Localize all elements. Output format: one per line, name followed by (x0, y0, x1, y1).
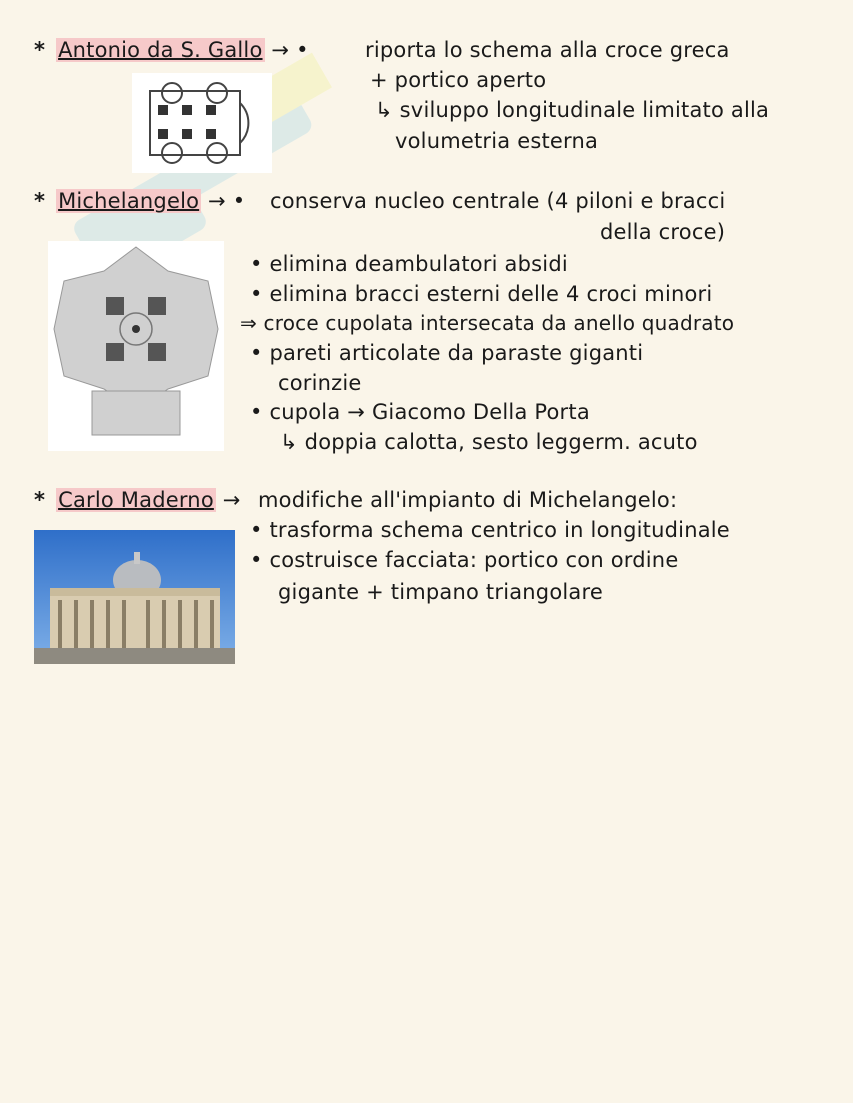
section-3-line-2: • trasforma schema centrico in longitudinale (250, 518, 730, 542)
sangallo-plan-image (132, 73, 272, 173)
st-peters-facade-photo (34, 530, 235, 664)
section-1-title: Antonio da S. Gallo (58, 38, 263, 62)
section-2-line-8: • cupola → Giacomo Della Porta (250, 400, 590, 424)
section-2-line-2: della croce) (600, 220, 726, 244)
section-2-line-3: • elimina deambulatori absidi (250, 252, 568, 276)
section-3-line-1: modifiche all'impianto di Michelangelo: (258, 488, 678, 512)
section-1-arrow: → • (271, 38, 309, 62)
section-1-heading (34, 38, 309, 62)
section-3-title: Carlo Maderno (58, 488, 214, 512)
section-3-arrow: → (222, 488, 241, 512)
section-1-line-3: ↳ sviluppo longitudinale limitato alla (375, 98, 770, 122)
section-2-heading (34, 189, 245, 213)
section-2-arrow: → • (208, 189, 246, 213)
section-1-line-1: riporta lo schema alla croce greca (365, 38, 730, 62)
section-1-line-2: + portico aperto (370, 68, 547, 92)
section-1-line-4: volumetria esterna (395, 129, 599, 153)
section-3-line-4: gigante + timpano triangolare (278, 580, 603, 604)
michelangelo-plan-image (48, 241, 224, 451)
bullet-star: * (34, 38, 46, 62)
bullet-star: * (34, 488, 46, 512)
section-2-line-6: • pareti articolate da paraste giganti (250, 341, 644, 365)
section-2-line-5: ⇒ croce cupolata intersecata da anello quadrato (240, 311, 735, 335)
section-2-line-7: corinzie (278, 371, 362, 395)
section-2-line-9: ↳ doppia calotta, sesto leggerm. acuto (280, 430, 698, 454)
section-2-line-4: • elimina bracci esterni delle 4 croci minori (250, 282, 713, 306)
section-2-title: Michelangelo (58, 189, 200, 213)
section-3-heading (34, 488, 241, 512)
bullet-star: * (34, 189, 46, 213)
section-2-line-1: conserva nucleo centrale (4 piloni e bracci (270, 189, 726, 213)
section-3-line-3: • costruisce facciata: portico con ordine (250, 548, 679, 572)
